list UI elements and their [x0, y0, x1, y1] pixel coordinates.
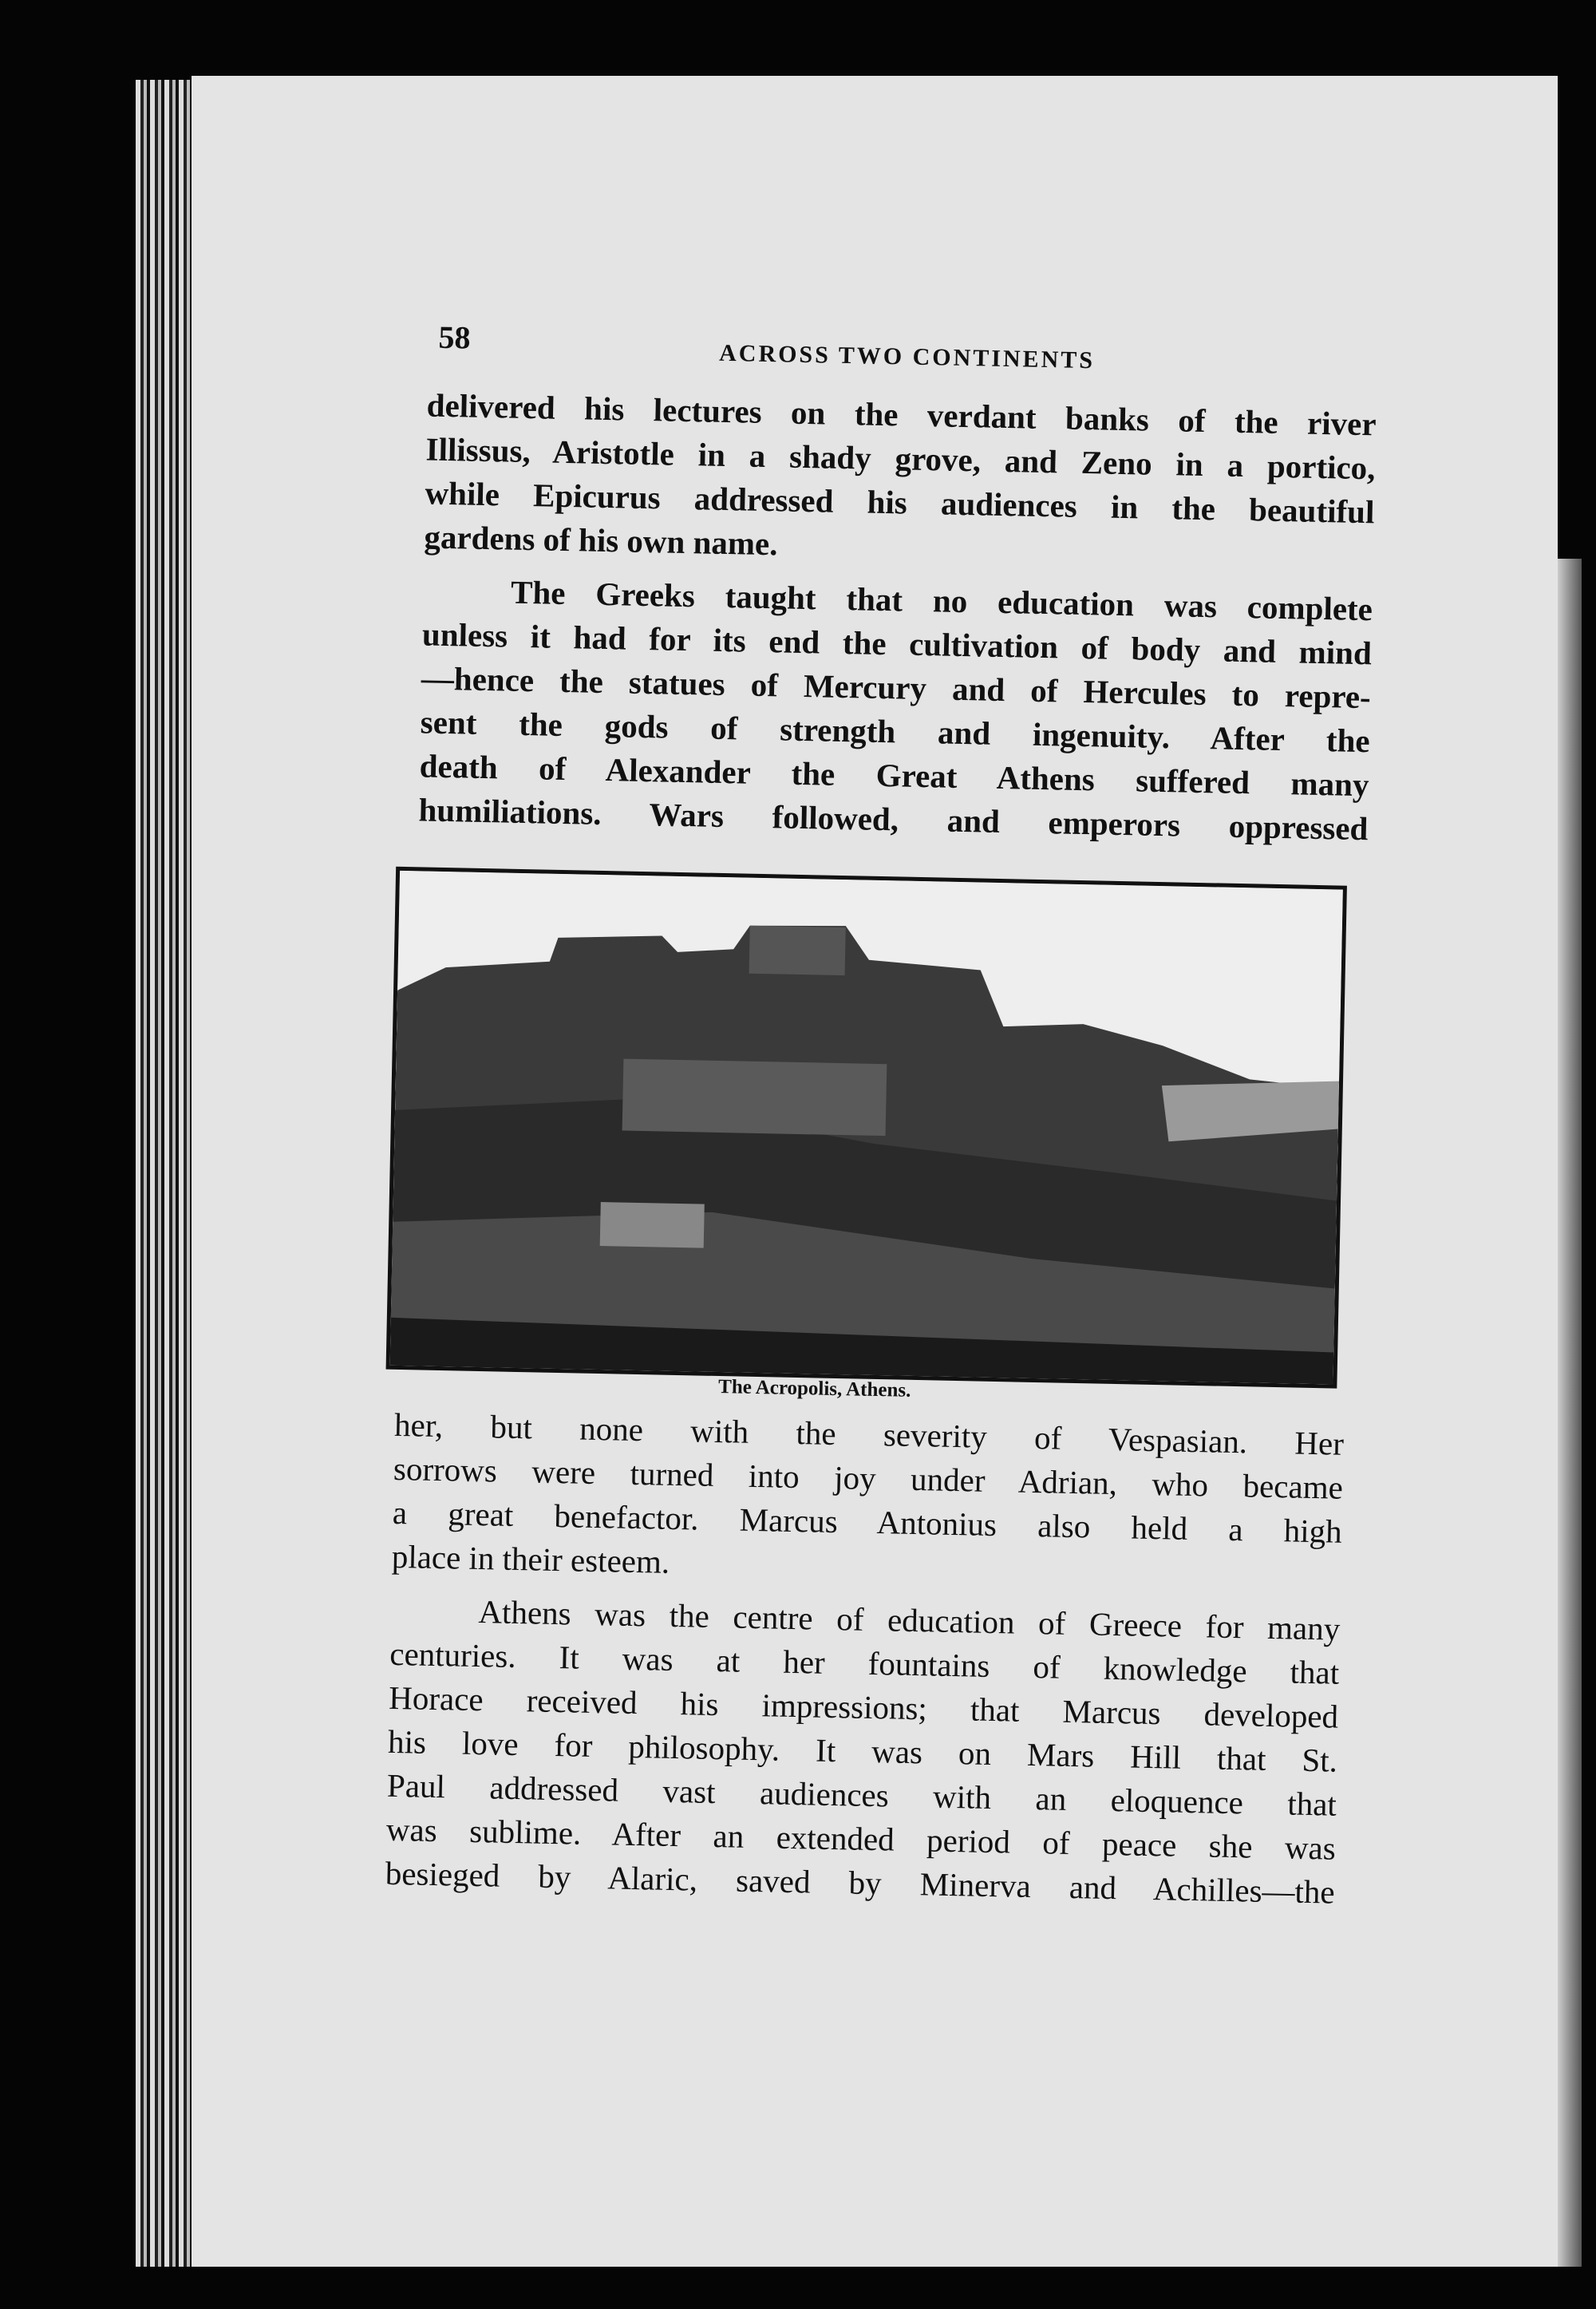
text-line: while Epicurus addressed his audiences in the beautiful: [425, 474, 1375, 531]
text-block-top: [418, 383, 1377, 851]
text-line: unless it had for its end the cultivation of body and mind: [421, 615, 1373, 672]
running-title: ACROSS TWO CONTINENTS: [718, 339, 1096, 374]
text-line: was sublime. After an extended period of peace she was: [385, 1810, 1337, 1867]
text-line: Athens was the centre of education of Greece for many: [478, 1593, 1341, 1647]
text-line: her, but none with the severity of Vespasian. Her: [393, 1406, 1345, 1462]
text-block-bottom: [385, 1403, 1344, 1915]
text-line: Horace received his impressions; that Marcus developed: [388, 1678, 1339, 1735]
text-line: —hence the statues of Mercury and of Hercules to repre-: [421, 659, 1372, 716]
text-line: delivered his lectures on the verdant banks of the river: [426, 386, 1377, 443]
text-line: a great benefactor. Marcus Antonius also held a high: [392, 1493, 1343, 1550]
figure-caption: The Acropolis, Athens.: [717, 1376, 911, 1402]
text-line: death of Alexander the Great Athens suffered many: [419, 747, 1369, 804]
text-line: The Greeks taught that no education was complete: [510, 573, 1373, 628]
text-line: place in their esteem.: [391, 1537, 670, 1580]
text-line: Illissus, Aristotle in a shady grove, and Zeno in a portico,: [425, 430, 1376, 487]
text-line: sent the gods of strength and ingenuity. After the: [420, 703, 1371, 760]
text-line: gardens of his own name.: [424, 518, 778, 563]
text-line: sorrows were turned into joy under Adrian, who became: [393, 1449, 1344, 1506]
text-line: Paul addressed vast audiences with an eloquence that: [386, 1766, 1337, 1823]
text-line: centuries. It was at her fountains of knowledge that: [389, 1635, 1340, 1691]
acropolis-photo: [386, 867, 1347, 1389]
text-line: besieged by Alaric, saved by Minerva and Achilles—the: [385, 1854, 1336, 1911]
text-line: his love for philosophy. It was on Mars Hill that St.: [387, 1722, 1338, 1779]
page-number: 58: [438, 318, 471, 356]
text-line: humiliations. Wars followed, and emperors oppressed: [418, 791, 1369, 848]
